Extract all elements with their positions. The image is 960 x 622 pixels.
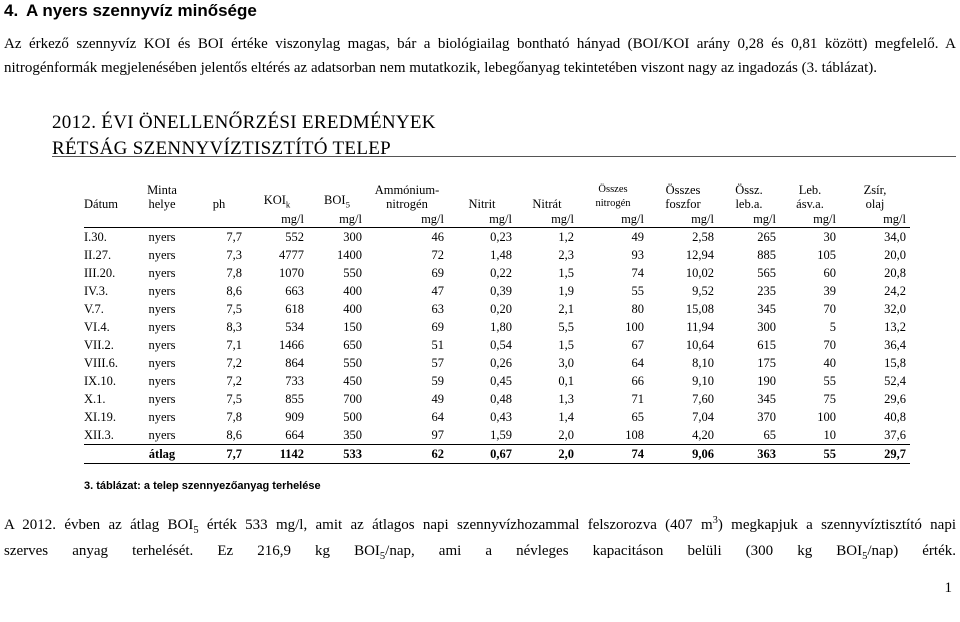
cell-nitrat: 1,5 bbox=[558, 337, 574, 352]
header-suspended-line-1: Össz. bbox=[735, 183, 763, 197]
cell-ph: 7,5 bbox=[226, 391, 242, 406]
cell-date: IV.3. bbox=[84, 283, 109, 298]
cell-nitrit: 0,67 bbox=[448, 445, 516, 464]
report-title-line-1: 2012. ÉVI ÖNELLENŐRZÉSI EREDMÉNYEK bbox=[52, 112, 436, 133]
cell-nitrat: 2,0 bbox=[558, 427, 574, 442]
cell-boi: 533 bbox=[308, 445, 366, 464]
cell-total-phosphorus: 10,64 bbox=[685, 337, 714, 352]
cell-total-nitrogen: 66 bbox=[631, 373, 644, 388]
page-number: 1 bbox=[944, 580, 952, 596]
cell-location: nyers bbox=[148, 247, 176, 262]
unit-nitrit: mg/l bbox=[448, 211, 516, 228]
conclusion-text: ) megkapjuk a szennyvíztisztító napi bbox=[717, 517, 956, 533]
cell-total-phosphorus: 12,94 bbox=[685, 247, 714, 262]
table-header-row bbox=[84, 177, 910, 211]
cell-ph: 7,3 bbox=[226, 247, 242, 262]
header-mineral-line-2: ásv.a. bbox=[796, 197, 824, 211]
cell-nitrit: 0,39 bbox=[490, 283, 512, 298]
cell-nitrit: 1,59 bbox=[490, 427, 512, 442]
cell-location: nyers bbox=[148, 427, 176, 442]
cell-ph: 7,8 bbox=[226, 409, 242, 424]
conclusion-sub: 5 bbox=[193, 525, 199, 536]
cell-suspended-solids: 885 bbox=[757, 247, 776, 262]
cell-koi: 855 bbox=[285, 391, 304, 406]
cell-boi: 500 bbox=[343, 409, 362, 424]
cell-total-phosphorus: 4,20 bbox=[692, 427, 714, 442]
cell-mineral-solids: 5 bbox=[829, 319, 836, 334]
cell-total-phosphorus: 2,58 bbox=[692, 229, 714, 244]
cell-suspended-solids: 175 bbox=[757, 355, 776, 370]
cell-fat-oil: 34,0 bbox=[884, 229, 906, 244]
cell-suspended-solids: 235 bbox=[757, 283, 776, 298]
cell-location: nyers bbox=[148, 373, 176, 388]
cell-location: nyers bbox=[148, 301, 176, 316]
cell-date: XII.3. bbox=[84, 427, 114, 442]
cell-total-phosphorus: 11,94 bbox=[686, 319, 714, 334]
cell-date: III.20. bbox=[84, 265, 116, 280]
cell-boi: 450 bbox=[343, 373, 362, 388]
cell-ammonium: 49 bbox=[431, 391, 444, 406]
unit-total-phosphorus: mg/l bbox=[648, 211, 718, 228]
cell-suspended-solids: 363 bbox=[718, 445, 780, 464]
cell-suspended-solids: 265 bbox=[757, 229, 776, 244]
cell-nitrat: 1,3 bbox=[558, 391, 574, 406]
cell-fat-oil: 36,4 bbox=[884, 337, 906, 352]
cell-mineral-solids: 105 bbox=[817, 247, 836, 262]
cell-koi: 909 bbox=[285, 409, 304, 424]
report-title bbox=[52, 110, 436, 162]
cell-ph: 8,6 bbox=[226, 283, 242, 298]
table-row bbox=[84, 228, 910, 247]
cell-total-phosphorus: 7,60 bbox=[692, 391, 714, 406]
header-date: Dátum bbox=[84, 197, 119, 211]
cell-date: VII.2. bbox=[84, 337, 114, 352]
cell-suspended-solids: 345 bbox=[757, 301, 776, 316]
cell-nitrit: 0,48 bbox=[490, 391, 512, 406]
cell-ph: 7,2 bbox=[226, 355, 242, 370]
header-location-line-2: helye bbox=[148, 197, 176, 211]
table-row bbox=[84, 426, 910, 445]
header-location bbox=[132, 177, 192, 211]
cell-nitrat: 1,2 bbox=[558, 229, 574, 244]
header-boi-sub: 5 bbox=[345, 199, 350, 209]
cell-ammonium: 97 bbox=[431, 427, 444, 442]
conclusion-sub: 5 bbox=[862, 551, 868, 562]
cell-total-nitrogen: 67 bbox=[631, 337, 644, 352]
table-caption: 3. táblázat: a telep szennyezőanyag terhelése bbox=[84, 480, 321, 492]
header-nitrat: Nitrát bbox=[532, 197, 562, 211]
cell-total-nitrogen: 71 bbox=[631, 391, 644, 406]
header-mineral-solids bbox=[780, 177, 840, 211]
cell-date: II.27. bbox=[84, 247, 112, 262]
cell-boi: 650 bbox=[343, 337, 362, 352]
cell-fat-oil: 29,7 bbox=[840, 445, 910, 464]
cell-koi: 4777 bbox=[279, 247, 304, 262]
header-mineral-line-1: Leb. bbox=[798, 183, 822, 197]
table-units-row bbox=[84, 211, 910, 228]
report-title-line-2: RÉTSÁG SZENNYVÍZTISZTÍTÓ TELEP bbox=[52, 138, 392, 159]
cell-ammonium: 69 bbox=[431, 265, 444, 280]
cell-date: VIII.6. bbox=[84, 355, 119, 370]
table-row bbox=[84, 318, 910, 336]
cell-total-phosphorus: 9,10 bbox=[692, 373, 714, 388]
header-boi-label: BOI bbox=[324, 192, 346, 207]
cell-fat-oil: 20,0 bbox=[884, 247, 906, 262]
table-body bbox=[84, 228, 910, 464]
cell-total-nitrogen: 74 bbox=[631, 265, 644, 280]
table-row bbox=[84, 408, 910, 426]
cell-fat-oil: 32,0 bbox=[884, 301, 906, 316]
cell-total-nitrogen: 93 bbox=[631, 247, 644, 262]
header-ph: ph bbox=[212, 197, 226, 211]
cell-suspended-solids: 370 bbox=[757, 409, 776, 424]
cell-ammonium: 47 bbox=[431, 283, 444, 298]
cell-nitrat: 2,1 bbox=[558, 301, 574, 316]
table-row bbox=[84, 354, 910, 372]
header-fat-line-1: Zsír, bbox=[863, 183, 887, 197]
unit-mineral-solids: mg/l bbox=[780, 211, 840, 228]
cell-total-phosphorus: 7,04 bbox=[692, 409, 714, 424]
cell-fat-oil: 52,4 bbox=[884, 373, 906, 388]
cell-suspended-solids: 345 bbox=[757, 391, 776, 406]
cell-total-phosphorus: 9,06 bbox=[648, 445, 718, 464]
cell-ph: 7,5 bbox=[226, 301, 242, 316]
cell-koi: 534 bbox=[285, 319, 304, 334]
cell-boi: 550 bbox=[343, 355, 362, 370]
header-nitrit: Nitrit bbox=[468, 197, 496, 211]
header-koi-sub: k bbox=[285, 199, 291, 209]
cell-koi: 1466 bbox=[279, 337, 304, 352]
header-suspended-solids bbox=[718, 177, 780, 211]
cell-ammonium: 46 bbox=[431, 229, 444, 244]
header-total-nitrogen-line-2: nitrogén bbox=[595, 198, 631, 209]
cell-boi: 300 bbox=[343, 229, 362, 244]
cell-nitrat: 2,0 bbox=[516, 445, 578, 464]
cell-fat-oil: 37,6 bbox=[884, 427, 906, 442]
cell-ammonium: 62 bbox=[366, 445, 448, 464]
header-fat-line-2: olaj bbox=[865, 197, 885, 211]
cell-mineral-solids: 100 bbox=[817, 409, 836, 424]
cell-mineral-solids: 75 bbox=[823, 391, 836, 406]
table-average-row bbox=[84, 445, 910, 464]
title-divider bbox=[52, 156, 956, 157]
cell-total-nitrogen: 64 bbox=[631, 355, 644, 370]
cell-koi: 1142 bbox=[246, 445, 308, 464]
cell-mineral-solids: 40 bbox=[823, 355, 836, 370]
cell-koi: 663 bbox=[285, 283, 304, 298]
conclusion-sub: 5 bbox=[379, 551, 386, 562]
cell-location: nyers bbox=[148, 319, 176, 334]
cell-nitrit: 0,45 bbox=[490, 373, 512, 388]
cell-location: nyers bbox=[148, 337, 176, 352]
table-row bbox=[84, 372, 910, 390]
cell-mineral-solids: 70 bbox=[823, 301, 836, 316]
cell-nitrit: 0,23 bbox=[490, 229, 512, 244]
cell-ph: 8,6 bbox=[226, 427, 242, 442]
cell-suspended-solids: 300 bbox=[757, 319, 776, 334]
cell-total-nitrogen: 55 bbox=[631, 283, 644, 298]
cell-koi: 664 bbox=[285, 427, 304, 442]
conclusion-text: érték 533 mg/l, amit az átlagos napi szennyvízhozammal felszorozva (407 m bbox=[198, 517, 713, 533]
unit-empty bbox=[84, 211, 132, 228]
header-total-phosphorus-line-2: foszfor bbox=[665, 197, 701, 211]
unit-empty bbox=[132, 211, 192, 228]
cell-ph: 7,7 bbox=[192, 445, 246, 464]
cell-suspended-solids: 615 bbox=[757, 337, 776, 352]
section-number: 4. bbox=[4, 1, 19, 20]
cell-ammonium: 51 bbox=[431, 337, 444, 352]
cell-suspended-solids: 190 bbox=[757, 373, 776, 388]
cell-boi: 1400 bbox=[337, 247, 362, 262]
table-row bbox=[84, 300, 910, 318]
cell-total-nitrogen: 65 bbox=[631, 409, 644, 424]
cell-ammonium: 59 bbox=[431, 373, 444, 388]
cell-fat-oil: 15,8 bbox=[884, 355, 906, 370]
header-total-nitrogen bbox=[578, 177, 648, 211]
cell-fat-oil: 24,2 bbox=[884, 283, 906, 298]
cell-nitrit: 0,22 bbox=[490, 265, 512, 280]
conclusion-line-2 bbox=[4, 536, 956, 572]
cell-nitrat: 1,4 bbox=[558, 409, 574, 424]
header-fat-oil bbox=[840, 177, 910, 211]
cell-total-nitrogen: 108 bbox=[625, 427, 644, 442]
unit-fat-oil: mg/l bbox=[840, 211, 910, 228]
cell-nitrat: 3,0 bbox=[558, 355, 574, 370]
cell-boi: 400 bbox=[343, 301, 362, 316]
cell-ammonium: 64 bbox=[431, 409, 444, 424]
conclusion-text: /nap, ami a névleges kapacitáson belüli (300 kg BOI bbox=[385, 543, 863, 559]
header-ammonium-line-1: Ammónium- bbox=[374, 183, 440, 197]
header-total-nitrogen-line-1: Összes bbox=[598, 184, 628, 195]
cell-fat-oil: 29,6 bbox=[884, 391, 906, 406]
cell-nitrit: 0,26 bbox=[490, 355, 512, 370]
results-table bbox=[84, 177, 910, 464]
cell-nitrit: 0,20 bbox=[490, 301, 512, 316]
conclusion-sup: 3 bbox=[712, 515, 718, 526]
cell-total-phosphorus: 10,02 bbox=[685, 265, 714, 280]
section-heading bbox=[4, 0, 257, 22]
cell-boi: 400 bbox=[343, 283, 362, 298]
section-title: A nyers szennyvíz minősége bbox=[26, 1, 257, 20]
header-boi bbox=[308, 177, 366, 211]
conclusion-text: /nap) érték. bbox=[867, 543, 956, 559]
cell-nitrat: 1,5 bbox=[558, 265, 574, 280]
cell-location: nyers bbox=[148, 355, 176, 370]
cell-total-nitrogen: 49 bbox=[631, 229, 644, 244]
table-row bbox=[84, 390, 910, 408]
cell-mineral-solids: 30 bbox=[823, 229, 836, 244]
cell-date: IX.10. bbox=[84, 373, 116, 388]
cell-nitrit: 0,54 bbox=[490, 337, 512, 352]
cell-nitrat: 0,1 bbox=[558, 373, 574, 388]
cell-location: nyers bbox=[148, 391, 176, 406]
conclusion-text: A 2012. évben az átlag BOI bbox=[4, 517, 194, 533]
header-koi bbox=[246, 177, 308, 211]
cell-mineral-solids: 55 bbox=[823, 373, 836, 388]
cell-nitrat: 1,9 bbox=[558, 283, 574, 298]
cell-koi: 1070 bbox=[279, 265, 304, 280]
cell-total-phosphorus: 8,10 bbox=[692, 355, 714, 370]
unit-ammonium: mg/l bbox=[366, 211, 448, 228]
cell-nitrit: 0,43 bbox=[490, 409, 512, 424]
header-total-phosphorus-line-1: Összes bbox=[665, 183, 701, 197]
cell-date: V.7. bbox=[84, 301, 104, 316]
cell-location: átlag bbox=[132, 445, 192, 464]
cell-ph: 8,3 bbox=[226, 319, 242, 334]
cell-mineral-solids: 70 bbox=[823, 337, 836, 352]
cell-boi: 700 bbox=[343, 391, 362, 406]
cell-koi: 864 bbox=[285, 355, 304, 370]
header-ammonium-line-2: nitrogén bbox=[386, 197, 428, 211]
cell-location: nyers bbox=[148, 409, 176, 424]
cell-ph: 7,2 bbox=[226, 373, 242, 388]
cell-total-nitrogen: 100 bbox=[625, 319, 644, 334]
cell-nitrit: 1,48 bbox=[490, 247, 512, 262]
cell-fat-oil: 40,8 bbox=[884, 409, 906, 424]
unit-total-nitrogen: mg/l bbox=[578, 211, 648, 228]
cell-mineral-solids: 39 bbox=[823, 283, 836, 298]
conclusion-text: szerves anyag terhelését. Ez 216,9 kg BOI bbox=[4, 543, 380, 559]
unit-suspended-solids: mg/l bbox=[718, 211, 780, 228]
header-total-phosphorus bbox=[648, 177, 718, 211]
header-location-line-1: Minta bbox=[147, 183, 177, 197]
cell-fat-oil: 13,2 bbox=[884, 319, 906, 334]
cell-total-nitrogen: 74 bbox=[578, 445, 648, 464]
cell-mineral-solids: 60 bbox=[823, 265, 836, 280]
cell-ammonium: 57 bbox=[431, 355, 444, 370]
cell-suspended-solids: 565 bbox=[757, 265, 776, 280]
cell-boi: 150 bbox=[343, 319, 362, 334]
cell-total-phosphorus: 9,52 bbox=[692, 283, 714, 298]
cell-fat-oil: 20,8 bbox=[884, 265, 906, 280]
cell-date: X.1. bbox=[84, 391, 106, 406]
cell-ph: 7,1 bbox=[226, 337, 242, 352]
unit-empty bbox=[192, 211, 246, 228]
unit-boi: mg/l bbox=[308, 211, 366, 228]
cell-boi: 350 bbox=[343, 427, 362, 442]
intro-paragraph: Az érkező szennyvíz KOI és BOI értéke viszonylag magas, bár a biológiailag bontható hányad (BOI/KOI arány 0,28 és 0,81 között) megfelelő. A nitrogénformák megjelenésében jelentős eltérés az adatsorban nem mutatkozik, lebegőanyag tekintetében viszont nagy az ingadozás (3. táblázat). bbox=[4, 36, 956, 76]
cell-mineral-solids: 10 bbox=[823, 427, 836, 442]
cell-location: nyers bbox=[148, 229, 176, 244]
cell-location: nyers bbox=[148, 283, 176, 298]
table-row bbox=[84, 282, 910, 300]
unit-koi: mg/l bbox=[246, 211, 308, 228]
header-ammonium bbox=[366, 177, 448, 211]
cell-total-nitrogen: 80 bbox=[631, 301, 644, 316]
cell-koi: 618 bbox=[285, 301, 304, 316]
cell-total-phosphorus: 15,08 bbox=[685, 301, 714, 316]
table-row bbox=[84, 246, 910, 264]
cell-koi: 733 bbox=[285, 373, 304, 388]
cell-boi: 550 bbox=[343, 265, 362, 280]
table-row bbox=[84, 336, 910, 354]
header-koi-label: KOI bbox=[263, 192, 286, 207]
cell-koi: 552 bbox=[285, 229, 304, 244]
unit-nitrat: mg/l bbox=[516, 211, 578, 228]
header-suspended-line-2: leb.a. bbox=[735, 197, 763, 211]
cell-suspended-solids: 65 bbox=[763, 427, 776, 442]
cell-ammonium: 69 bbox=[431, 319, 444, 334]
cell-ammonium: 72 bbox=[431, 247, 444, 262]
cell-ph: 7,7 bbox=[226, 229, 242, 244]
cell-date: XI.19. bbox=[84, 409, 116, 424]
cell-nitrit: 1,80 bbox=[490, 319, 512, 334]
cell-nitrat: 2,3 bbox=[558, 247, 574, 262]
cell-date bbox=[84, 445, 132, 464]
cell-ph: 7,8 bbox=[226, 265, 242, 280]
cell-location: nyers bbox=[148, 265, 176, 280]
cell-ammonium: 63 bbox=[431, 301, 444, 316]
table-row bbox=[84, 264, 910, 282]
cell-nitrat: 5,5 bbox=[558, 319, 574, 334]
cell-mineral-solids: 55 bbox=[780, 445, 840, 464]
cell-date: I.30. bbox=[84, 229, 107, 244]
cell-date: VI.4. bbox=[84, 319, 110, 334]
